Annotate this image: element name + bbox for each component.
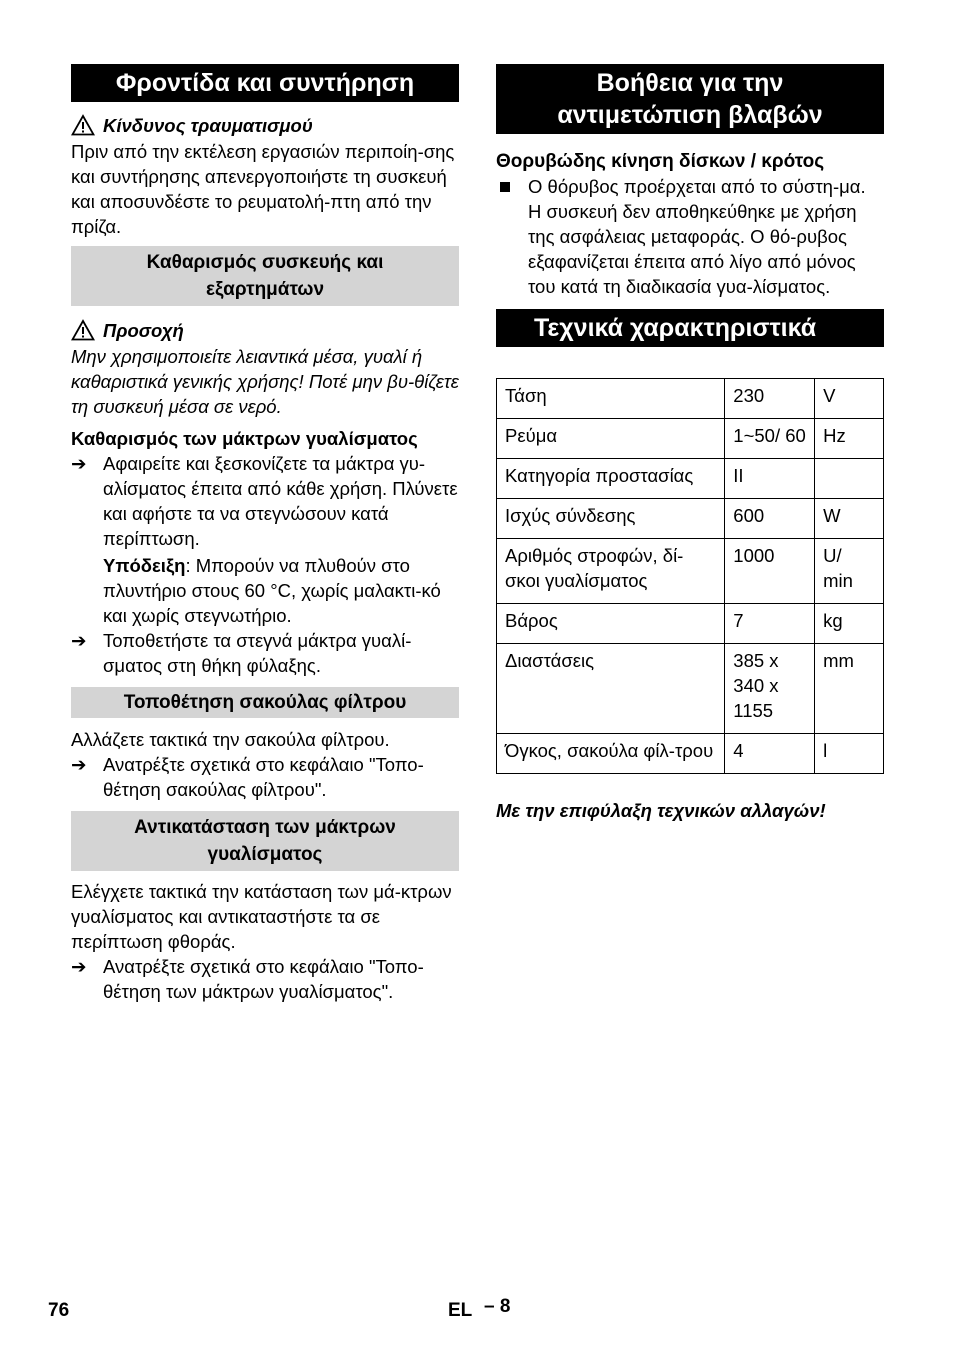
note — [103, 553, 459, 628]
warning-triangle-icon — [71, 114, 95, 136]
heading-cleaning-device-line1: Καθαρισμός συσκευής και — [146, 252, 384, 273]
square-bullet-icon — [500, 182, 510, 192]
spec-name: Αριθμός στροφών, δί-σκοι γυαλίσματος — [497, 539, 725, 604]
left-column — [71, 64, 459, 1004]
spec-value: 1000 — [725, 539, 815, 604]
language-code: EL — [448, 1300, 473, 1321]
technical-data-body — [497, 379, 884, 774]
heading-replace-pads-line1: Αντικατάσταση των μάκτρων — [134, 817, 396, 838]
heading-replace-pads-line2: γυαλίσματος — [207, 844, 323, 865]
technical-data-table — [496, 378, 884, 774]
heading-filter-bag: Τοποθέτηση σακούλας φίλτρου — [71, 687, 459, 718]
spec-name: Ρεύμα — [497, 419, 725, 459]
spec-row — [497, 644, 884, 734]
spec-value: 7 — [725, 604, 815, 644]
spec-unit: kg — [815, 604, 884, 644]
heading-cleaning-device-line2: εξαρτημάτων — [205, 279, 325, 300]
fault-title: Θορυβώδης κίνηση δίσκων / κρότος — [496, 151, 825, 172]
step-store-pads-text: Τοποθετήστε τα στεγνά μάκτρα γυαλί-σματος στη θήκη φύλαξης. — [103, 630, 412, 676]
spec-unit: l — [815, 734, 884, 774]
spec-name: Διαστάσεις — [497, 644, 725, 734]
step-replace-pads-ref — [71, 954, 459, 1004]
spec-unit: mm — [815, 644, 884, 734]
warning-triangle-icon — [71, 319, 95, 341]
spec-value: 4 — [725, 734, 815, 774]
heading-cleaning-device — [71, 246, 459, 306]
danger-label: Κίνδυνος τραυματισμού — [103, 114, 313, 136]
step-filter-bag-ref-text: Ανατρέξτε σχετικά στο κεφάλαιο "Τοπο-θέτηση σακούλας φίλτρου". — [103, 754, 424, 800]
spec-value: 1~50/ 60 — [725, 419, 815, 459]
subheading-cleaning-pads: Καθαρισμός των μάκτρων γυαλίσματος — [71, 428, 418, 449]
section-page-number: – 8 — [484, 1296, 511, 1317]
note-label: Υπόδειξη — [103, 555, 186, 576]
spec-value: 600 — [725, 499, 815, 539]
spec-row — [497, 459, 884, 499]
spec-name: Βάρος — [497, 604, 725, 644]
spec-row — [497, 604, 884, 644]
spec-row — [497, 734, 884, 774]
spec-unit: V — [815, 379, 884, 419]
spec-value: II — [725, 459, 815, 499]
spec-value: 385 x 340 x 1155 — [725, 644, 815, 734]
spec-name: Τάση — [497, 379, 725, 419]
spec-row — [497, 499, 884, 539]
heading-care-maintenance: Φροντίδα και συντήρηση — [71, 64, 459, 102]
step-remove-pads — [71, 451, 459, 628]
note-text: : Μπορούν να πλυθούν στο πλυντήριο στους 60 °C, χωρίς μαλακτι-κό και χωρίς στεγνωτήριο. — [103, 555, 441, 626]
fault-bullet — [496, 174, 884, 299]
arrow-right-icon: ➔ — [71, 956, 87, 977]
step-filter-bag-ref — [71, 752, 459, 802]
spec-row — [497, 539, 884, 604]
spec-row — [497, 379, 884, 419]
arrow-right-icon: ➔ — [71, 453, 87, 474]
heading-replace-pads — [71, 811, 459, 871]
heading-troubleshooting — [496, 64, 884, 134]
danger-text: Πριν από την εκτέλεση εργασιών περιποίη-σης και συντήρησης απενεργοποιήστε τη συσκευή και αποσυνδέστε το ρευματολή-πτη από την πρίζα. — [71, 141, 455, 237]
danger-warning — [71, 111, 459, 139]
heading-troubleshooting-line2: αντιμετώπιση βλαβών — [557, 101, 823, 129]
filter-bag-text: Αλλάζετε τακτικά την σακούλα φίλτρου. — [71, 729, 390, 750]
spec-row — [497, 419, 884, 459]
heading-technical-data: Τεχνικά χαρακτηριστικά — [496, 309, 884, 347]
spec-unit: Hz — [815, 419, 884, 459]
heading-troubleshooting-line1: Βοήθεια για την — [596, 69, 784, 97]
footnote-technical-changes: Με την επιφύλαξη τεχνικών αλλαγών! — [496, 800, 826, 821]
right-column — [496, 64, 884, 823]
spec-name: Κατηγορία προστασίας — [497, 459, 725, 499]
step-remove-pads-text: Αφαιρείτε και ξεσκονίζετε τα μάκτρα γυ-αλίσματος έπειτα από κάθε χρήση. Πλύνετε και αφήστε τα να στεγνώσουν κατά περίπτωση. — [103, 453, 458, 549]
arrow-right-icon: ➔ — [71, 630, 87, 651]
spec-unit: U/ min — [815, 539, 884, 604]
step-store-pads — [71, 628, 459, 678]
spec-value: 230 — [725, 379, 815, 419]
caution-label: Προσοχή — [103, 319, 184, 341]
caution-warning — [71, 316, 459, 344]
fault-text: Ο θόρυβος προέρχεται από το σύστη-μα. Η συσκευή δεν αποθηκεύθηκε με χρήση της ασφάλειας μεταφοράς. Ο θό-ρυβος εξαφανίζεται έπειτα από λίγο από μόνος του κατά τη διαδικασία γυα-λίσματος. — [528, 176, 866, 297]
caution-text: Μην χρησιμοποιείτε λειαντικά μέσα, γυαλί ή καθαριστικά γενικής χρήσης! Ποτέ μην βυ-θίζετε τη συσκευή μέσα σε νερό. — [71, 346, 459, 417]
spec-name: Ισχύς σύνδεσης — [497, 499, 725, 539]
spec-name: Όγκος, σακούλα φίλ-τρου — [497, 734, 725, 774]
spec-unit — [815, 459, 884, 499]
replace-pads-text: Ελέγχετε τακτικά την κατάσταση των μά-κτρων γυαλίσματος και αντικαταστήστε τα σε περίπτωση φθοράς. — [71, 881, 452, 952]
spec-unit: W — [815, 499, 884, 539]
page-number: 76 — [48, 1300, 70, 1321]
arrow-right-icon: ➔ — [71, 754, 87, 775]
step-replace-pads-ref-text: Ανατρέξτε σχετικά στο κεφάλαιο "Τοπο-θέτηση των μάκτρων γυαλίσματος". — [103, 956, 424, 1002]
